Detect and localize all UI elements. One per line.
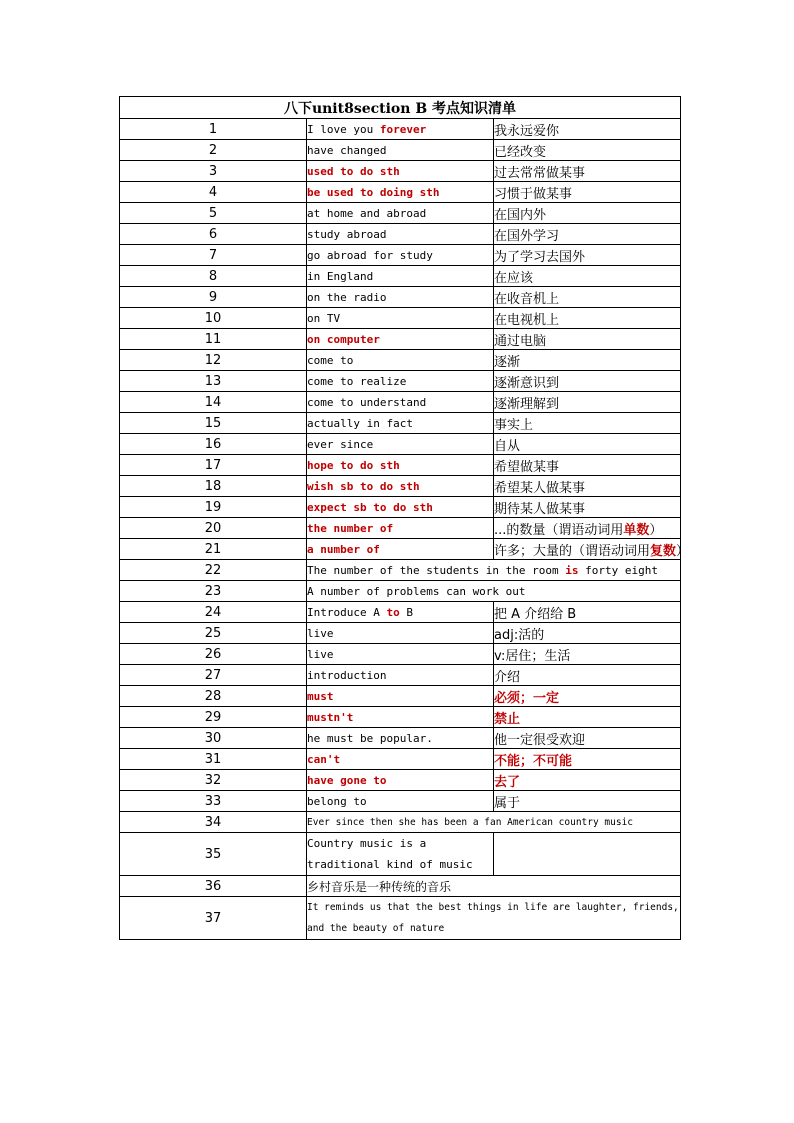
text-segment: 逐渐 (494, 354, 521, 370)
text-segment: on the radio (307, 290, 387, 304)
table-row (120, 350, 681, 371)
text-segment: 乡村音乐是一种传统的音乐 (307, 879, 452, 894)
chinese-meaning-cell (494, 224, 681, 245)
table-row (120, 161, 681, 182)
row-number: 18 (120, 476, 307, 497)
highlighted-text: 复数 (650, 543, 677, 559)
english-phrase-cell (307, 329, 494, 350)
text-segment: study abroad (307, 227, 387, 241)
row-number: 20 (120, 518, 307, 539)
text-segment: he must be popular. (307, 731, 433, 745)
highlighted-text: have gone to (307, 773, 387, 787)
text-segment: ...的数量（谓语动词用 (494, 522, 624, 538)
table-row (120, 791, 681, 812)
row-number: 24 (120, 602, 307, 623)
row-number: 3 (120, 161, 307, 182)
chinese-meaning-cell (494, 329, 681, 350)
english-phrase-cell (307, 371, 494, 392)
text-segment: v:居住；生活 (494, 648, 571, 664)
english-phrase-cell (307, 497, 494, 518)
table-row (120, 224, 681, 245)
row-number: 26 (120, 644, 307, 665)
english-phrase-cell (307, 644, 494, 665)
table-row (120, 371, 681, 392)
text-segment: live (307, 626, 334, 640)
table-row (120, 455, 681, 476)
highlighted-text: 不能；不可能 (494, 753, 573, 769)
highlighted-text: 禁止 (494, 711, 521, 727)
chinese-meaning-cell (494, 728, 681, 749)
row-number: 14 (120, 392, 307, 413)
highlighted-text: must (307, 689, 334, 703)
table-row (120, 644, 681, 665)
row-number: 7 (120, 245, 307, 266)
row-number: 5 (120, 203, 307, 224)
chinese-meaning-cell (494, 140, 681, 161)
row-number: 19 (120, 497, 307, 518)
highlighted-text: wish sb to do sth (307, 479, 420, 493)
text-segment: 希望某人做某事 (494, 480, 586, 496)
chinese-meaning-cell (494, 455, 681, 476)
english-phrase-cell (307, 266, 494, 287)
row-number: 36 (120, 876, 307, 897)
chinese-meaning-cell (494, 119, 681, 140)
table-row (120, 308, 681, 329)
text-segment: 为了学习去国外 (494, 249, 586, 265)
row-number: 31 (120, 749, 307, 770)
highlighted-text: hope to do sth (307, 458, 400, 472)
table-row (120, 770, 681, 791)
chinese-meaning-cell (494, 476, 681, 497)
text-segment: introduction (307, 668, 387, 682)
chinese-meaning-cell (494, 287, 681, 308)
table-row (120, 665, 681, 686)
row-number: 8 (120, 266, 307, 287)
row-number: 28 (120, 686, 307, 707)
text-segment: 逐渐意识到 (494, 375, 560, 391)
english-phrase-cell (307, 308, 494, 329)
chinese-meaning-cell (494, 518, 681, 539)
sentence-cell (307, 876, 681, 897)
row-number: 29 (120, 707, 307, 728)
text-segment: 逐渐理解到 (494, 396, 560, 412)
highlighted-text: to (386, 605, 400, 619)
table-row (120, 686, 681, 707)
table-row (120, 833, 681, 876)
table-row (120, 203, 681, 224)
english-phrase-cell (307, 455, 494, 476)
text-segment: Ever since then she has been a fan American country music (307, 816, 634, 828)
text-segment: 我永远爱你 (494, 123, 560, 139)
highlighted-text: is (565, 563, 579, 577)
text-segment: 在电视机上 (494, 312, 560, 328)
text-segment: Introduce A (307, 605, 387, 619)
knowledge-table (119, 96, 690, 940)
text-segment: It reminds us that the best things in life are laughter, friends, and the beauty of nature (307, 902, 679, 934)
highlighted-text: expect sb to do sth (307, 500, 433, 514)
highlighted-text: 单数 (623, 522, 650, 538)
table-row (120, 434, 681, 455)
chinese-meaning-cell (494, 161, 681, 182)
chinese-meaning-cell (494, 644, 681, 665)
text-segment: actually in fact (307, 416, 413, 430)
english-phrase-cell (307, 602, 494, 623)
chinese-meaning-cell (494, 539, 690, 560)
english-phrase-cell (307, 434, 494, 455)
english-phrase-cell (307, 245, 494, 266)
text-segment: adj:活的 (494, 627, 545, 643)
english-phrase-cell (307, 119, 494, 140)
table-row (120, 497, 681, 518)
table-row (120, 812, 681, 833)
english-phrase-cell (307, 728, 494, 749)
row-number: 33 (120, 791, 307, 812)
highlighted-text: on computer (307, 332, 380, 346)
english-phrase-cell (307, 770, 494, 791)
chinese-meaning-cell (494, 203, 681, 224)
text-segment: 在国内外 (494, 207, 547, 223)
english-phrase-cell (307, 476, 494, 497)
row-number: 15 (120, 413, 307, 434)
text-segment: 自从 (494, 438, 521, 454)
text-segment: come to (307, 353, 354, 367)
english-phrase-cell (307, 413, 494, 434)
text-segment: B (399, 605, 413, 619)
text-segment: have changed (307, 143, 387, 157)
text-segment: on TV (307, 311, 341, 325)
english-phrase-cell (307, 749, 494, 770)
text-segment: 在应该 (494, 270, 534, 286)
table-row (120, 876, 681, 897)
english-phrase-cell (307, 161, 494, 182)
text-segment: 介绍 (494, 669, 521, 685)
row-number: 13 (120, 371, 307, 392)
english-phrase-cell (307, 350, 494, 371)
text-segment: ） (649, 522, 663, 538)
sentence-cell (307, 581, 681, 602)
chinese-meaning-cell (494, 245, 681, 266)
chinese-meaning-cell (494, 833, 681, 876)
english-phrase-cell (307, 665, 494, 686)
text-segment: forty eight (578, 563, 659, 577)
row-number: 23 (120, 581, 307, 602)
row-number: 10 (120, 308, 307, 329)
text-segment: 通过电脑 (494, 333, 547, 349)
table-row (120, 623, 681, 644)
chinese-meaning-cell (494, 791, 681, 812)
row-number: 35 (120, 833, 307, 876)
chinese-meaning-cell (494, 434, 681, 455)
chinese-meaning-cell (494, 182, 681, 203)
text-segment: live (307, 647, 334, 661)
text-segment: 过去常常做某事 (494, 165, 586, 181)
chinese-meaning-cell (494, 770, 681, 791)
text-segment: 把 A 介绍给 B (494, 606, 577, 622)
chinese-meaning-cell (494, 350, 681, 371)
chinese-meaning-cell (494, 623, 681, 644)
chinese-meaning-cell (494, 266, 681, 287)
row-number: 4 (120, 182, 307, 203)
chinese-meaning-cell (494, 665, 681, 686)
chinese-meaning-cell (494, 707, 681, 728)
text-segment: 他一定很受欢迎 (494, 732, 586, 748)
table-row (120, 581, 681, 602)
english-phrase-cell (307, 791, 494, 812)
text-segment: in England (307, 269, 374, 283)
highlighted-text: 必须；一定 (494, 690, 560, 706)
row-number: 27 (120, 665, 307, 686)
table-row (120, 329, 681, 350)
table-row (120, 539, 681, 560)
english-phrase-cell (307, 539, 494, 560)
table-row (120, 392, 681, 413)
highlighted-text: can't (307, 752, 341, 766)
text-segment: 已经改变 (494, 144, 547, 160)
table-row (120, 728, 681, 749)
text-segment: go abroad for study (307, 248, 433, 262)
row-number: 9 (120, 287, 307, 308)
highlighted-text: be used to doing sth (307, 185, 440, 199)
english-phrase-cell (307, 392, 494, 413)
text-segment: 事实上 (494, 417, 534, 433)
sentence-cell (307, 560, 681, 581)
sentence-cell (307, 812, 681, 833)
table-row (120, 707, 681, 728)
text-segment: belong to (307, 794, 367, 808)
table-body (120, 119, 690, 940)
table-row (120, 413, 681, 434)
english-phrase-cell (307, 203, 494, 224)
chinese-meaning-cell (494, 497, 681, 518)
table-row (120, 140, 681, 161)
english-phrase-cell (307, 287, 494, 308)
highlighted-text: used to do sth (307, 164, 400, 178)
text-segment: 期待某人做某事 (494, 501, 586, 517)
sentence-cell (307, 897, 681, 940)
row-number: 32 (120, 770, 307, 791)
text-segment: The number of the students in the room (307, 563, 566, 577)
chinese-meaning-cell (494, 392, 681, 413)
english-phrase-cell (307, 686, 494, 707)
row-number: 6 (120, 224, 307, 245)
text-segment: 习惯于做某事 (494, 186, 573, 202)
english-phrase-cell (307, 707, 494, 728)
table-title: 八下unit8section B 考点知识清单 (120, 97, 681, 119)
row-number: 2 (120, 140, 307, 161)
english-phrase-cell (307, 182, 494, 203)
text-segment: come to realize (307, 374, 407, 388)
highlighted-text: a number of (307, 542, 380, 556)
text-segment: 属于 (494, 795, 521, 811)
row-number: 34 (120, 812, 307, 833)
text-segment: ever since (307, 437, 374, 451)
chinese-meaning-cell (494, 371, 681, 392)
row-number: 37 (120, 897, 307, 940)
text-segment: 在收音机上 (494, 291, 560, 307)
table-row (120, 602, 681, 623)
text-segment: come to understand (307, 395, 427, 409)
row-number: 30 (120, 728, 307, 749)
table-row (120, 182, 681, 203)
text-segment: A number of problems can work out (307, 584, 526, 598)
row-number: 16 (120, 434, 307, 455)
chinese-meaning-cell (494, 413, 681, 434)
english-phrase-cell (307, 518, 494, 539)
text-segment: 希望做某事 (494, 459, 560, 475)
chinese-meaning-cell (494, 749, 681, 770)
highlighted-text: mustn't (307, 710, 354, 724)
table-row (120, 266, 681, 287)
text-segment: I love you (307, 122, 380, 136)
row-number: 1 (120, 119, 307, 140)
table-row (120, 287, 681, 308)
table-row (120, 749, 681, 770)
table-row (120, 518, 681, 539)
table-row (120, 476, 681, 497)
table-row (120, 119, 681, 140)
chinese-meaning-cell (494, 602, 681, 623)
highlighted-text: the number of (307, 521, 394, 535)
english-phrase-cell (307, 140, 494, 161)
chinese-meaning-cell (494, 686, 681, 707)
table-row (120, 245, 681, 266)
text-segment: 许多；大量的（谓语动词用 (494, 543, 651, 559)
row-number: 12 (120, 350, 307, 371)
table-row (120, 560, 681, 581)
text-segment: at home and abroad (307, 206, 427, 220)
row-number: 22 (120, 560, 307, 581)
english-phrase-cell (307, 833, 494, 876)
text-segment: Country music is a traditional kind of music (307, 837, 473, 871)
text-segment: ） (676, 543, 690, 559)
row-number: 11 (120, 329, 307, 350)
english-phrase-cell (307, 623, 494, 644)
row-number: 25 (120, 623, 307, 644)
text-segment: 在国外学习 (494, 228, 560, 244)
english-phrase-cell (307, 224, 494, 245)
chinese-meaning-cell (494, 308, 681, 329)
highlighted-text: 去了 (494, 774, 521, 790)
highlighted-text: forever (379, 122, 427, 136)
row-number: 21 (120, 539, 307, 560)
table-row (120, 897, 681, 940)
row-number: 17 (120, 455, 307, 476)
